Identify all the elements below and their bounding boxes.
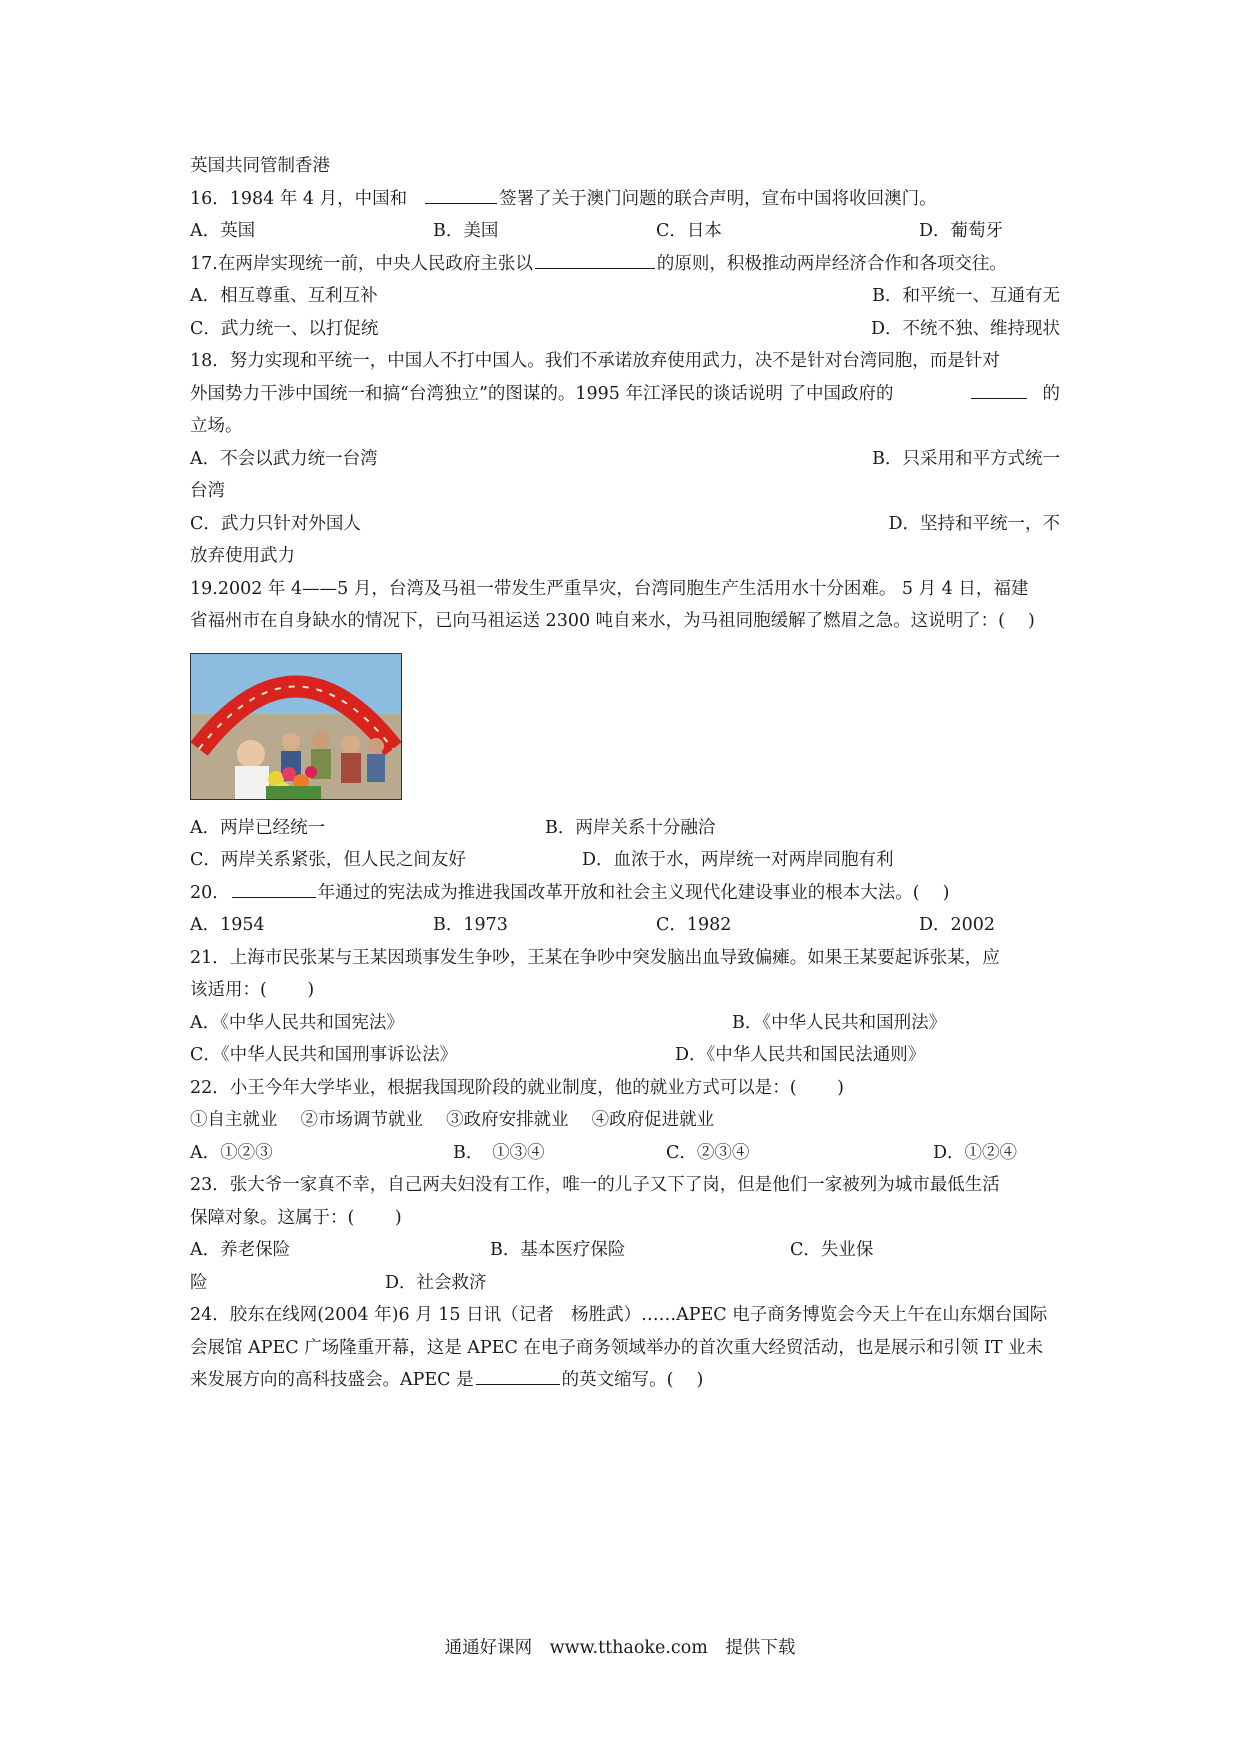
option-b: B．《中华人民共和国刑法》 xyxy=(732,1012,947,1033)
question-23-options-abc xyxy=(190,1234,1060,1267)
question-22-options xyxy=(190,1137,1060,1170)
page-footer: 通通好课网 www.tthaoke.com 提供下载 xyxy=(444,1638,796,1658)
option-a: A．1954 xyxy=(190,915,265,935)
question-17-options-ab xyxy=(190,280,1060,313)
question-23-options-d xyxy=(190,1267,1060,1300)
option-b: B．和平统一、互通有无 xyxy=(872,286,1060,306)
answer-blank xyxy=(971,380,1027,399)
question-19-line-1: 19.2002 年 4——5 月，台湾及马祖一带发生严重旱灾，台湾同胞生产生活用水十分困难。 5 月 4 日，福建 xyxy=(190,578,1029,599)
news-photo xyxy=(190,653,402,800)
option-d: D．血浓于水，两岸统一对两岸同胞有利 xyxy=(582,850,894,870)
question-21-options-ab xyxy=(190,1007,1060,1040)
question-24-line-3: 来发展方向的高科技盛会。APEC 是 的英文缩写。( ) xyxy=(190,1364,1060,1397)
option-c: C．失业保 xyxy=(790,1240,874,1260)
question-18-options-ab xyxy=(190,443,1060,476)
option-c: C．武力只针对外国人 xyxy=(190,513,361,534)
option-c: C．1982 xyxy=(656,915,732,935)
question-18-line-2: 外国势力干涉中国统一和搞“台湾独立”的图谋的。1995 年江泽民的谈话说明 了中国政府的 的 xyxy=(190,378,1060,411)
ceremony-photo-illustration xyxy=(191,654,401,799)
option-b: B．两岸关系十分融洽 xyxy=(545,817,716,838)
option-d: D．不统不独、维持现状 xyxy=(870,318,1060,339)
option-d: D．2002 xyxy=(919,915,996,935)
option-c: C．《中华人民共和国刑事诉讼法》 xyxy=(190,1045,458,1065)
question-21-line-1: 21．上海市民张某与王某因琐事发生争吵，王某在争吵中突发脑出血导致偏瘫。如果王某要起诉张某，应 xyxy=(190,947,1000,968)
continued-line: 英国共同管制香港 xyxy=(190,156,330,176)
option-b: B．美国 xyxy=(433,221,499,241)
question-18-line-1: 18．努力实现和平统一，中国人不打中国人。我们不承诺放弃使用武力，决不是针对台湾同胞，而是针对 xyxy=(190,351,1000,371)
question-23-line-1: 23．张大爷一家真不幸，自己两夫妇没有工作，唯一的儿子又下了岗，但是他们一家被列为城市最低生活 xyxy=(190,1175,1000,1195)
question-24-line-2: 会展馆 APEC 广场隆重开幕，这是 APEC 在电子商务领域举办的首次重大经贸活动，也是展示和引领 IT 业未 xyxy=(190,1337,1044,1358)
option-d: D．坚持和平统一，不 xyxy=(888,513,1060,534)
option-b: B．只采用和平方式统一 xyxy=(872,448,1060,469)
option-a: A．不会以武力统一台湾 xyxy=(190,448,378,469)
answer-blank xyxy=(535,250,655,269)
option-a: A．两岸已经统一 xyxy=(190,817,326,838)
option-b: B． ①③④ xyxy=(453,1142,545,1163)
option-c-continued: 险 xyxy=(190,1272,208,1293)
option-c: C．两岸关系紧张，但人民之间友好 xyxy=(190,850,466,870)
option-a: A．《中华人民共和国宪法》 xyxy=(190,1012,404,1033)
question-19-options-cd xyxy=(190,844,1060,877)
question-20: 20． 年通过的宪法成为推进我国改革开放和社会主义现代化建设事业的根本大法。( ) xyxy=(190,877,1060,910)
option-a: A．英国 xyxy=(190,221,256,241)
question-16-options xyxy=(190,215,1060,248)
question-22-line-1: 22．小王今年大学毕业，根据我国现阶段的就业制度，他的就业方式可以是：( ) xyxy=(190,1077,844,1098)
question-18-options-cd xyxy=(190,508,1060,541)
option-c: C．②③④ xyxy=(666,1142,750,1163)
question-23-line-2: 保障对象。这属于：( ) xyxy=(190,1207,402,1228)
option-d: D．①②④ xyxy=(933,1142,1018,1163)
option-b-continued: 台湾 xyxy=(190,481,225,501)
question-24-line-1: 24．胶东在线网(2004 年)6 月 15 日讯（记者 杨胜武）……APEC 电子商务博览会今天上午在山东烟台国际 xyxy=(190,1305,1048,1325)
option-a: A．养老保险 xyxy=(190,1240,291,1260)
question-18-line-3: 立场。 xyxy=(190,416,243,436)
answer-blank xyxy=(232,879,316,898)
question-content xyxy=(190,150,1060,1397)
option-b: B．基本医疗保险 xyxy=(490,1240,626,1260)
question-21-line-2: 该适用：( ) xyxy=(190,980,315,1000)
option-c: C．武力统一、以打促统 xyxy=(190,318,379,339)
answer-blank xyxy=(476,1366,560,1385)
option-a: A．①②③ xyxy=(190,1142,273,1163)
option-d-continued: 放弃使用武力 xyxy=(190,546,295,566)
option-d: D．《中华人民共和国民法通则》 xyxy=(675,1045,926,1065)
question-19-line-2: 省福州市在自身缺水的情况下，已向马祖运送 2300 吨自来水，为马祖同胞缓解了燃眉之急。这说明了：( ) xyxy=(190,611,1035,631)
question-17-options-cd xyxy=(190,313,1060,346)
option-d: D．社会救济 xyxy=(385,1272,487,1293)
answer-blank xyxy=(425,185,497,204)
option-b: B．1973 xyxy=(433,915,508,935)
question-16: 16．1984 年 4 月，中国和 签署了关于澳门问题的联合声明，宣布中国将收回澳门。 xyxy=(190,183,1060,216)
question-21-options-cd xyxy=(190,1039,1060,1072)
option-a: A．相互尊重、互利互补 xyxy=(190,286,378,306)
question-19-options-ab xyxy=(190,812,1060,845)
option-c: C．日本 xyxy=(656,221,722,241)
question-22-line-2: ①自主就业 ②市场调节就业 ③政府安排就业 ④政府促进就业 xyxy=(190,1110,715,1130)
option-d: D．葡萄牙 xyxy=(919,221,1004,241)
question-20-options xyxy=(190,909,1060,942)
question-17: 17.在两岸实现统一前，中央人民政府主张以 的原则，积极推动两岸经济合作和各项交往。 xyxy=(190,248,1060,281)
